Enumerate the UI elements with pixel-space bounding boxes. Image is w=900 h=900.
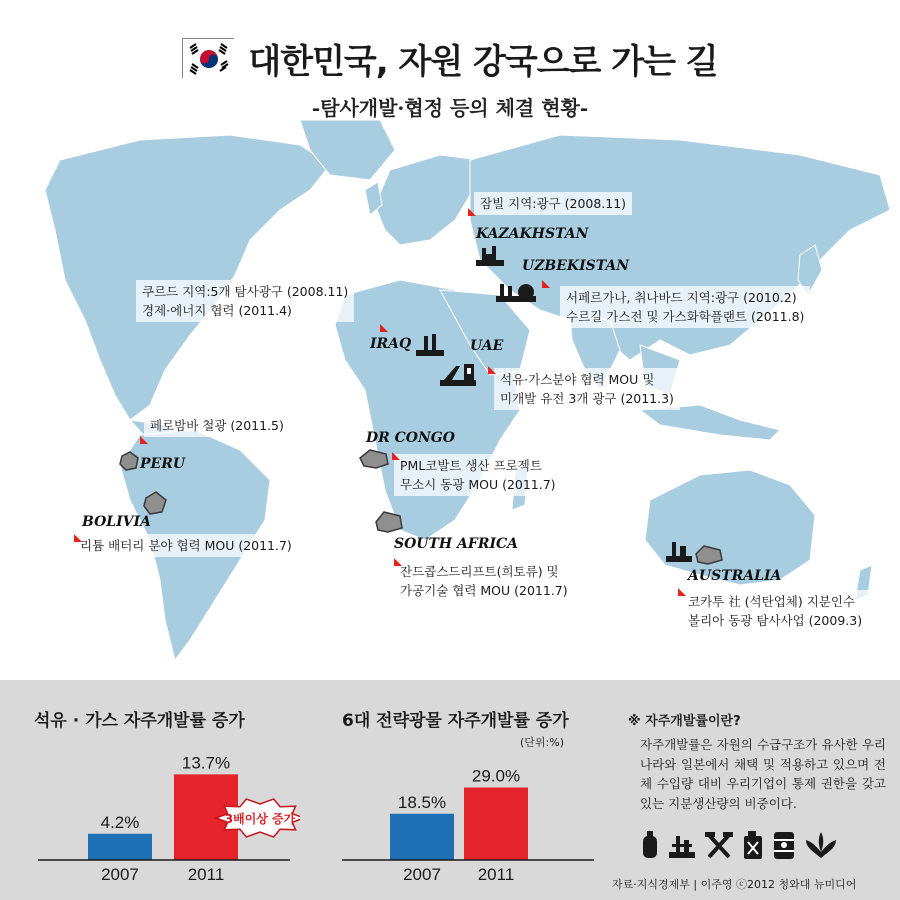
note-heading: ※ 자주개발률이란? <box>628 714 741 729</box>
oil-plant-icon <box>668 830 696 860</box>
marker-iraq <box>380 324 388 332</box>
country-label-iraq: IRAQ <box>370 336 412 352</box>
marker-bolivia <box>74 534 82 542</box>
country-label-peru: PERU <box>140 456 186 472</box>
europe-shape <box>375 155 480 245</box>
gas-cylinder-icon <box>640 830 660 860</box>
callout-uae-line1: 석유·가스분야 협력 MOU 및 <box>500 372 655 387</box>
oil-gas-bar-chart <box>38 730 300 890</box>
source-credit: 자료·지식경제부 | 이주영 ⓒ2012 청와대 뉴미디어 <box>612 878 857 891</box>
marker-kazakhstan <box>468 208 476 216</box>
country-label-kazakhstan: KAZAKHSTAN <box>476 226 589 242</box>
chart2-title: 6대 전략광물 자주개발률 증가 <box>342 711 569 731</box>
oil-plant-icon <box>414 332 446 358</box>
callout-iraq-line2: 경제·에너지 협력 (2011.4) <box>142 303 292 318</box>
country-label-uzbekistan: UZBEKISTAN <box>522 258 630 274</box>
callout-uzbekistan-line1: 서페르가나, 취나바드 지역:광구 (2010.2) <box>566 290 797 305</box>
callout-bolivia <box>74 534 298 557</box>
marker-dr-congo <box>392 452 400 460</box>
ore-rock-icon <box>374 510 404 534</box>
category-label-2011: 2011 <box>187 865 225 884</box>
marker-uae <box>488 366 496 374</box>
callout-bolivia-line1: 리튬 배터리 분야 협력 MOU (2011.7) <box>80 538 292 553</box>
category-label-2007: 2007 <box>403 865 441 884</box>
north-america-shape <box>45 135 330 420</box>
ore-rock-icon <box>694 544 724 566</box>
ore-rock-icon <box>142 490 168 516</box>
resource-icons <box>640 830 838 860</box>
country-label-bolivia: BOLIVIA <box>82 514 151 530</box>
oil-plant-icon <box>474 244 506 268</box>
oil-barrel-icon <box>772 830 796 860</box>
page-subtitle: -탐사개발·협정 등의 체결 현황- <box>311 96 589 120</box>
callout-kazakhstan <box>474 192 632 215</box>
marker-uzbekistan <box>542 280 550 288</box>
callout-peru-line1: 페로밤바 철광 (2011.5) <box>150 418 284 433</box>
page-title: 대한민국, 자원 강국으로 가는 길 <box>248 41 718 82</box>
indonesia-shape <box>640 405 780 440</box>
title-row <box>0 28 900 88</box>
definition-note <box>628 710 886 813</box>
chart2-unit-note: (단위:%) <box>520 736 564 749</box>
statistics-panel <box>0 680 900 900</box>
leaf-icon <box>804 830 838 860</box>
oil-plant-icon <box>664 540 694 564</box>
mining-tools-icon <box>704 830 734 860</box>
annotation-text: 3배이상 증가 <box>224 812 296 826</box>
country-label-south-africa: SOUTH AFRICA <box>394 536 519 552</box>
korean-flag-icon <box>182 38 234 78</box>
world-map <box>0 120 900 665</box>
value-label-2007: 4.2% <box>100 812 140 832</box>
callout-kazakhstan-line1: 잠빌 지역:광구 (2008.11) <box>480 196 627 211</box>
bar-2007 <box>88 834 152 860</box>
callout-australia-line1: 코카투 社 (석탄업체) 지분인수 <box>688 594 855 609</box>
value-label-2011: 13.7% <box>181 753 231 773</box>
minerals-bar-chart <box>342 730 604 890</box>
callout-south-africa-line1: 잔드콥스드리프트(희토류) 및 <box>400 564 559 579</box>
callout-iraq <box>136 280 354 322</box>
callout-peru <box>144 414 290 437</box>
ore-rock-icon <box>358 448 390 470</box>
value-label-2011: 29.0% <box>471 766 521 786</box>
oil-pump-icon <box>438 360 478 388</box>
refinery-icon <box>494 280 540 304</box>
ore-rock-icon <box>118 450 140 472</box>
callout-uae-line2: 미개발 유전 3개 광구 (2011.3) <box>500 391 674 406</box>
callout-uzbekistan <box>560 286 810 328</box>
bar-2011 <box>464 788 528 861</box>
marker-peru <box>140 436 148 444</box>
country-label-uae: UAE <box>470 338 504 354</box>
marker-south-africa <box>394 558 402 566</box>
callout-dr-congo <box>394 454 562 496</box>
callout-south-africa <box>394 560 574 602</box>
callout-australia-line2: 볼리아 동광 탐사사업 (2009.3) <box>688 613 863 628</box>
callout-australia <box>682 590 868 632</box>
callout-uae <box>494 368 680 410</box>
country-label-dr-congo: DR CONGO <box>366 430 455 446</box>
callout-dr-congo-line2: 무소시 동광 MOU (2011.7) <box>400 477 556 492</box>
category-label-2011: 2011 <box>477 865 515 884</box>
bar-2007 <box>390 814 454 860</box>
fuel-can-icon <box>742 830 764 860</box>
category-label-2007: 2007 <box>101 865 139 884</box>
note-body: 자주개발률은 자원의 수급구조가 유사한 우리나라와 일본에서 채택 및 적용하고 있으며 전체 수입량 대비 우리기업이 통제 권한을 갖고있는 지분생산량의 비중이다. <box>640 737 886 811</box>
callout-iraq-line1: 쿠르드 지역:5개 탐사광구 (2008.11) <box>142 284 349 299</box>
country-label-australia: AUSTRALIA <box>688 568 782 584</box>
value-label-2007: 18.5% <box>397 792 447 812</box>
marker-australia <box>678 588 686 596</box>
callout-dr-congo-line1: PML코발트 생산 프로젝트 <box>400 458 542 473</box>
callout-uzbekistan-line2: 수르길 가스전 및 가스화학플랜트 (2011.8) <box>566 309 805 324</box>
chart1-title: 석유 · 가스 자주개발률 증가 <box>34 711 245 731</box>
callout-south-africa-line2: 가공기술 협력 MOU (2011.7) <box>400 583 568 598</box>
